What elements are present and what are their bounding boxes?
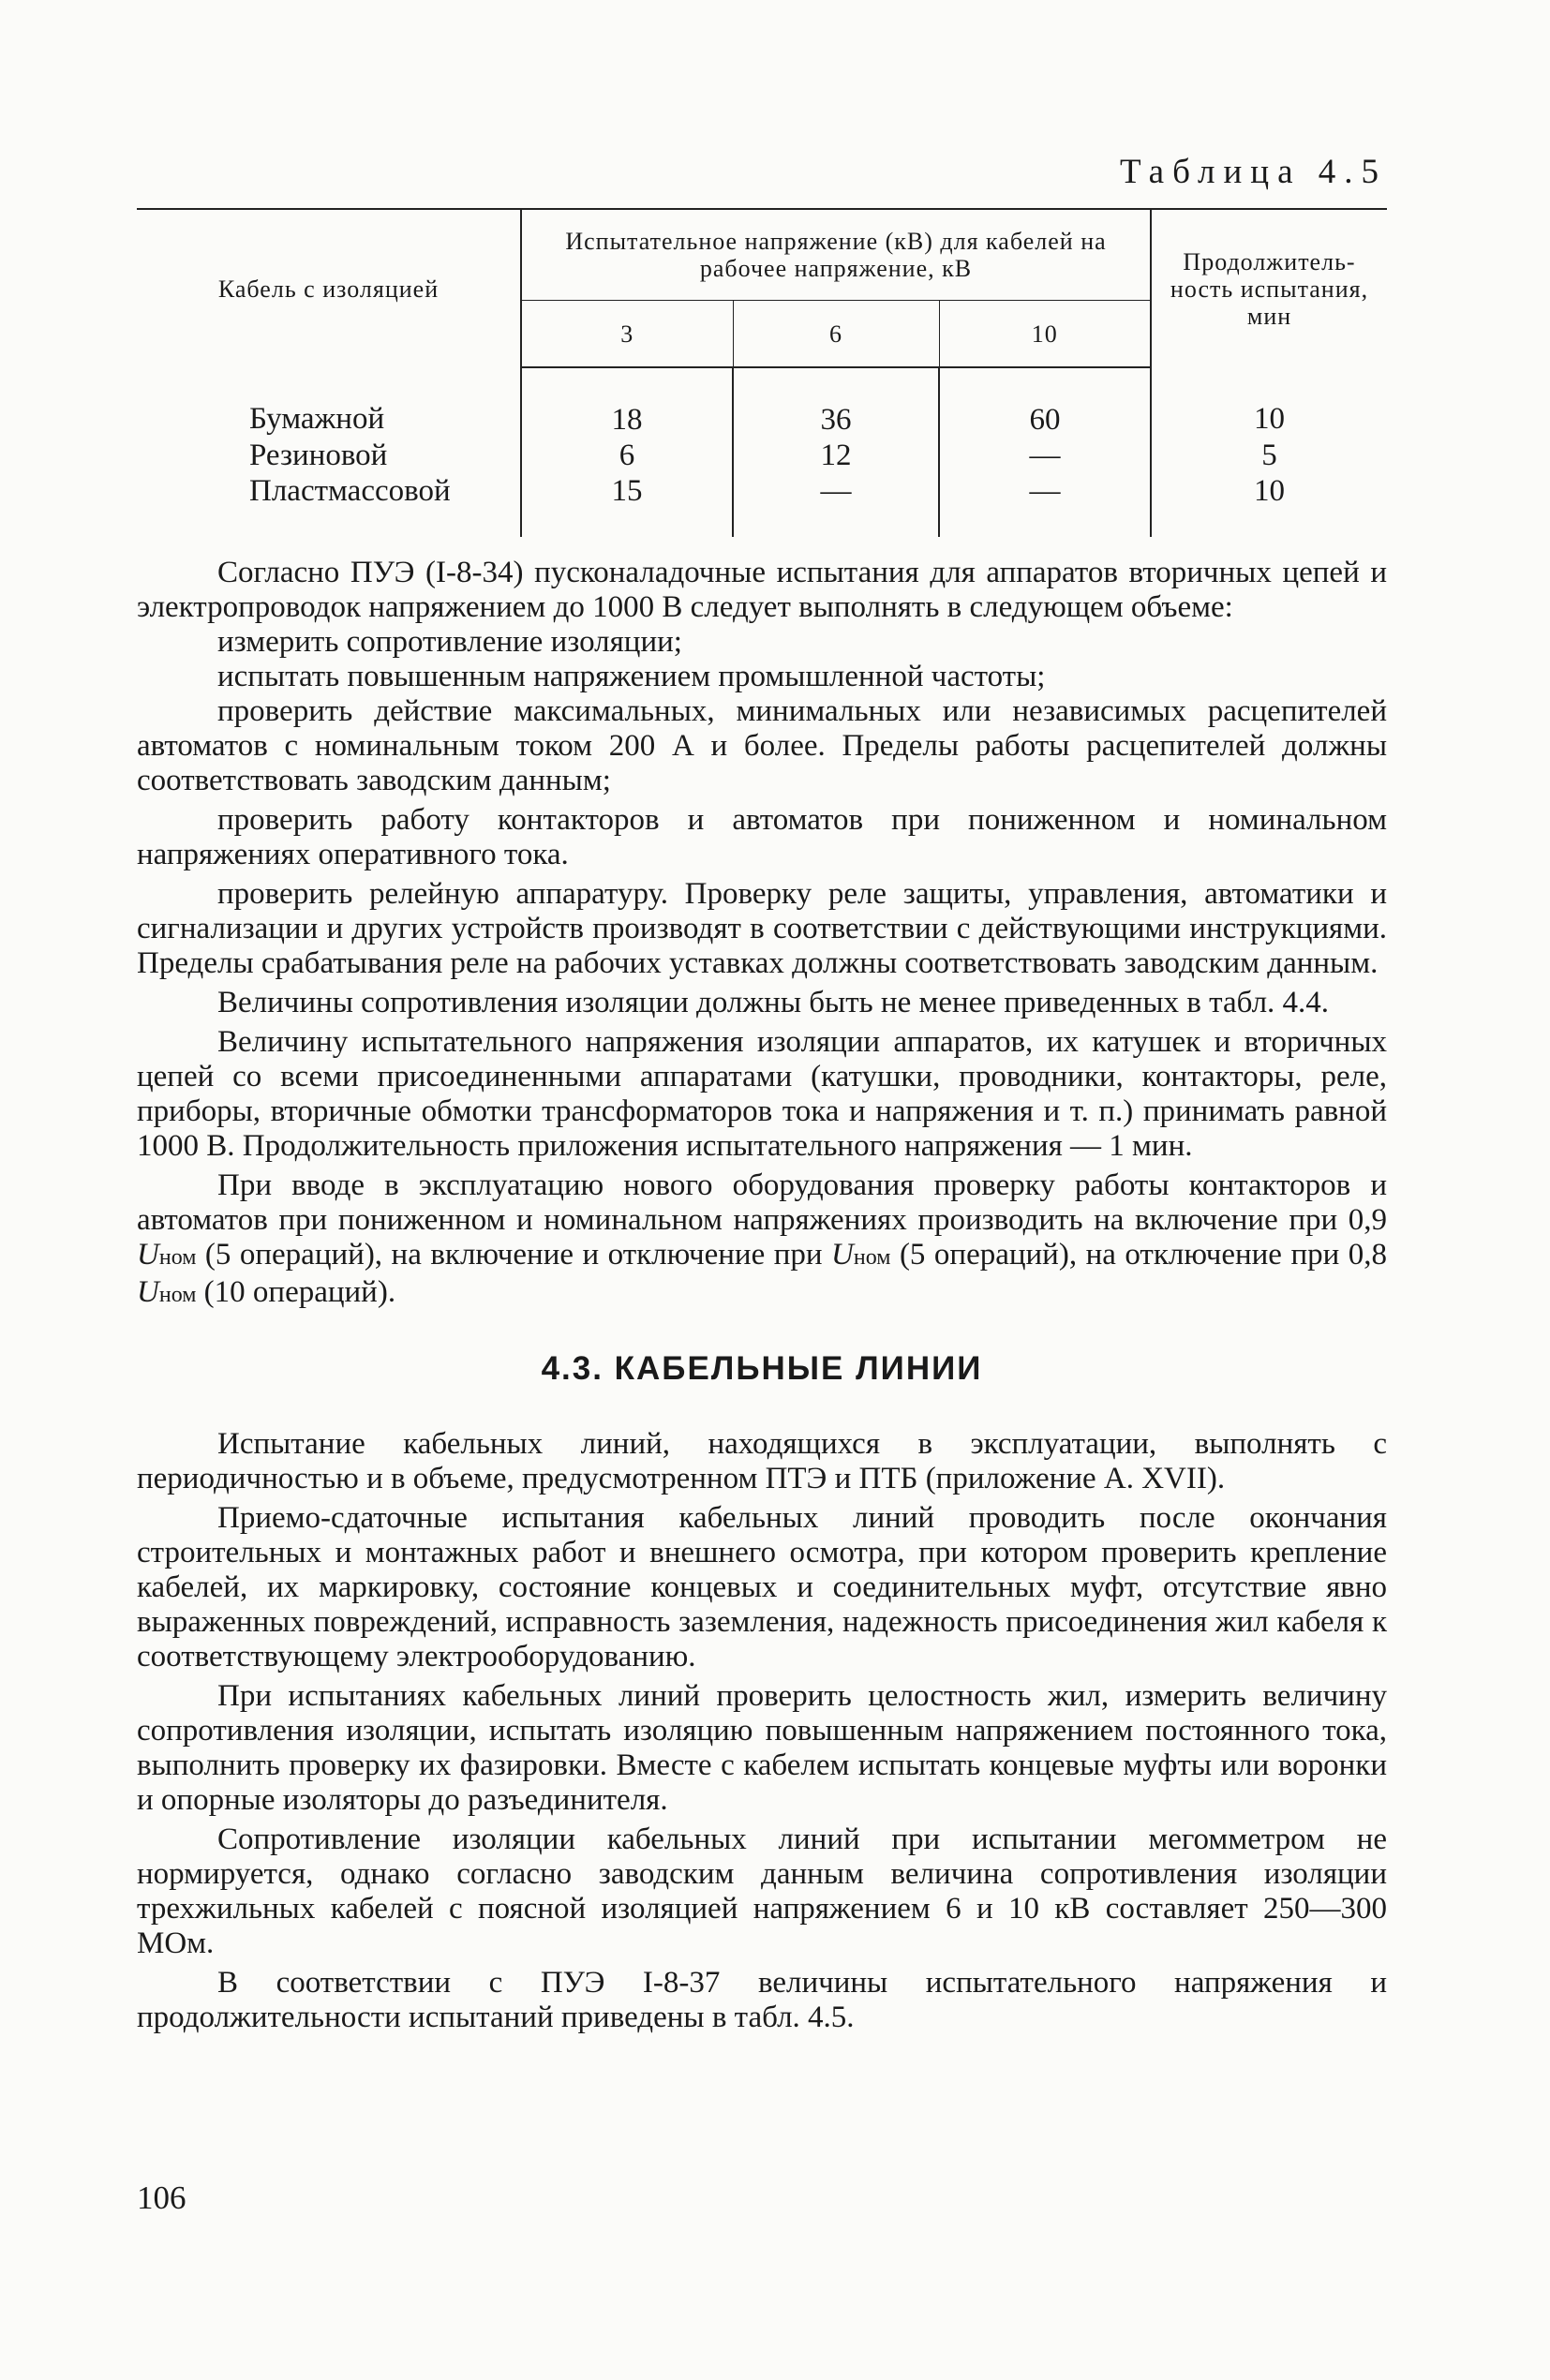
row-value-3kv: 15 [521,473,733,537]
body-text-2 [137,1427,1387,2035]
header-voltage-6: 6 [733,301,939,368]
paragraph: Согласно ПУЭ (I-8-34) пусконаладочные испытания для аппаратов вторичных цепей и электропроводок напряжением до 1000 В следует выполнять в следующем объеме: [137,556,1387,624]
paragraph: Величину испытательного напряжения изоляции аппаратов, их катушек и вторичных цепей со всеми присоединенными аппаратами (катушки, проводники, контакторы, реле, приборы, вторичные обмотки трансформаторов тока и напряжения и т. п.) принимать равной 1000 В. Продолжительность приложения испытательного напряжения — 1 мин. [137,1025,1387,1163]
row-duration: 10 [1151,473,1387,537]
row-value-6kv: — [733,473,939,537]
table-label: Таблица 4.5 [1120,153,1387,191]
text-part: При вводе в эксплуатацию нового оборудования проверку работы контакторов и автоматов при пониженном и номинальном напряжениях производить на включение при 0,9 [137,1168,1387,1237]
page-number: 106 [137,2179,186,2216]
u-symbol: U [831,1238,854,1272]
row-cable-name: Резиновой [249,439,388,472]
list-item: испытать повышенным напряжением промышленной частоты; [217,660,1046,693]
list-item: проверить релейную аппаратуру. Проверку реле защиты, управления, автоматики и сигнализации и других устройств производят в соответствии с действующими инструкциями. Пределы срабатывания реле на рабочих уставках должны соответствовать заводским данным. [137,877,1387,980]
body-text-1 [137,556,1387,1313]
row-value-10kv: 60 [939,367,1151,438]
row-value-3kv: 6 [521,438,733,473]
header-cable: Кабель с изоляцией [137,209,521,367]
paragraph: В соответствии с ПУЭ I-8-37 величины испытательного напряжения и продолжительности испытаний приведены в табл. 4.5. [137,1966,1387,2034]
row-cable-name: Пластмассовой [249,474,451,508]
row-value-10kv: — [939,473,1151,537]
text-part: (10 операций). [196,1275,396,1309]
header-voltage-3: 3 [521,301,733,368]
table-row [137,367,1387,438]
paragraph: Испытание кабельных линий, находящихся в эксплуатации, выполнять с периодичностью и в объеме, предусмотренном ПТЭ и ПТБ (приложение А. XVII). [137,1427,1387,1495]
paragraph: Приемо-сдаточные испытания кабельных линий проводить после окончания строительных и монтажных работ и внешнего осмотра, при котором проверить крепление кабелей, их маркировку, состояние концевых и соединительных муфт, отсутствие явно выраженных повреждений, исправность заземления, надежность присоединения жил кабеля к соответствующему электрооборудованию. [137,1501,1387,1673]
paragraph: Сопротивление изоляции кабельных линий при испытании мегомметром не нормируется, однако согласно заводским данным величина сопротивления изоляции трехжильных кабелей с поясной изоляцией напряжением 6 и 10 кВ составляет 250—300 МОм. [137,1822,1387,1960]
list-item: проверить действие максимальных, минимальных или независимых расцепителей автоматов с номинальным током 200 А и более. Пределы работы расцепителей должны соответствовать заводским данным; [137,694,1387,797]
table-row [137,473,1387,537]
row-value-6kv: 12 [733,438,939,473]
table-row [137,438,1387,473]
paragraph: При испытаниях кабельных линий проверить целостность жил, измерить величину сопротивления изоляции, испытать изоляцию повышенным напряжением постоянного тока, выполнить проверку их фазировки. Вместе с кабелем испытать концевые муфты или воронки и опорные изоляторы до разъединителя. [137,1679,1387,1817]
row-duration: 10 [1151,367,1387,438]
row-value-3kv: 18 [521,367,733,438]
page [137,150,1387,2035]
list-item: измерить сопротивление изоляции; [217,625,682,659]
list-item: проверить работу контакторов и автоматов при пониженном и номинальном напряжениях оперативного тока. [137,803,1387,871]
test-voltage-table [137,208,1387,537]
header-voltage-group: Испытательное напряжение (кВ) для кабелей на рабочее напряжение, кВ [521,209,1151,301]
text-part: (5 операций), на отключение при 0,8 [890,1238,1387,1272]
u-subscript: ном [158,1245,197,1270]
header-duration: Продолжитель- ность испытания, мин [1151,209,1387,367]
u-symbol: U [137,1275,159,1309]
paragraph: Величины сопротивления изоляции должны быть не менее приведенных в табл. 4.4. [217,986,1330,1019]
row-value-10kv: — [939,438,1151,473]
row-cable-name: Бумажной [249,402,385,436]
row-value-6kv: 36 [733,367,939,438]
row-duration: 5 [1151,438,1387,473]
paragraph-commissioning [137,1168,1387,1313]
text-part: (5 операций), на включение и отключение при [196,1238,832,1272]
header-voltage-10: 10 [939,301,1151,368]
u-subscript: ном [853,1245,891,1270]
section-title: 4.3. КАБЕЛЬНЫЕ ЛИНИИ [541,1350,983,1387]
u-symbol: U [137,1238,159,1272]
u-subscript: ном [158,1283,197,1307]
